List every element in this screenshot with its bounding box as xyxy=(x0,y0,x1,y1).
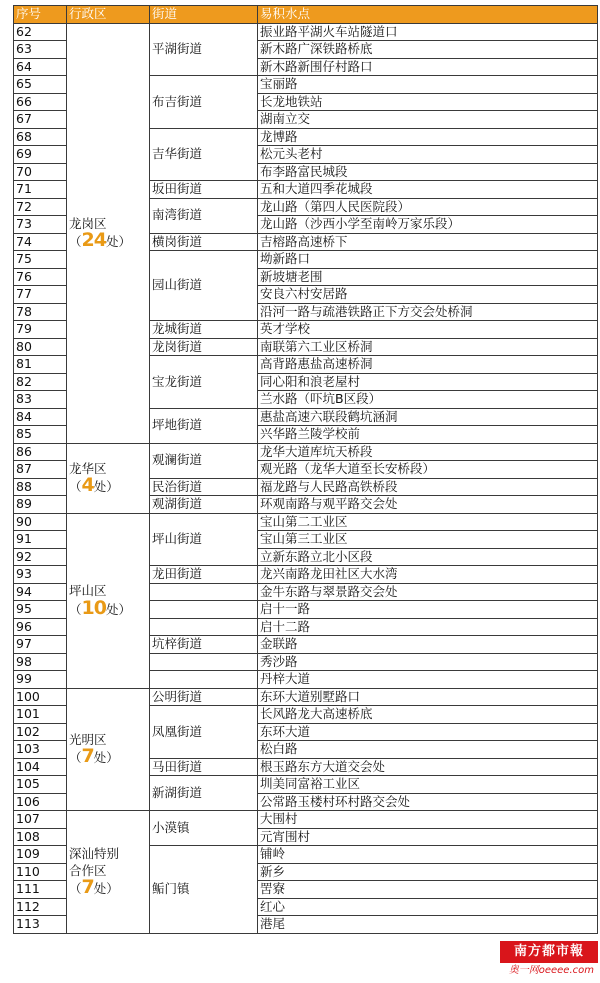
spot-cell: 振业路平湖火车站隧道口 xyxy=(258,23,598,41)
district-count-close: ） xyxy=(106,750,119,766)
row-number: 113 xyxy=(14,916,67,934)
street-cell xyxy=(150,653,258,671)
street-cell: 坪地街道 xyxy=(150,408,258,443)
spot-cell: 松元头老村 xyxy=(258,146,598,164)
street-cell xyxy=(150,671,258,689)
spot-cell: 坳新路口 xyxy=(258,251,598,269)
street-cell: 小漠镇 xyxy=(150,811,258,846)
spot-cell: 公常路玉楼村环村路交会处 xyxy=(258,793,598,811)
spot-cell: 宝山第三工业区 xyxy=(258,531,598,549)
row-number: 65 xyxy=(14,76,67,94)
district-count-open: （ xyxy=(69,881,82,896)
spot-cell: 兰水路（吓坑B区段） xyxy=(258,391,598,409)
street-cell: 坑梓街道 xyxy=(150,636,258,654)
district-count-unit: 处 xyxy=(93,881,107,896)
table-row xyxy=(14,443,598,461)
street-cell: 坪山街道 xyxy=(150,513,258,566)
spot-cell: 立新东路立北小区段 xyxy=(258,548,598,566)
district-count xyxy=(69,596,149,619)
spot-cell: 港尾 xyxy=(258,916,598,934)
street-cell: 龙田街道 xyxy=(150,566,258,584)
street-cell: 民治街道 xyxy=(150,478,258,496)
spot-cell: 湖南立交 xyxy=(258,111,598,129)
table-header xyxy=(14,6,598,24)
district-count-open: （ xyxy=(69,479,82,494)
row-number: 104 xyxy=(14,758,67,776)
street-cell: 南湾街道 xyxy=(150,198,258,233)
waterlogging-table xyxy=(13,5,598,934)
spot-cell: 圳美同富裕工业区 xyxy=(258,776,598,794)
district-count-count: 24 xyxy=(81,229,106,251)
row-number: 99 xyxy=(14,671,67,689)
street-cell xyxy=(150,618,258,636)
row-number: 78 xyxy=(14,303,67,321)
district-count xyxy=(69,229,149,251)
spot-cell: 高背路惠盐高速桥洞 xyxy=(258,356,598,374)
spot-cell: 布李路富民城段 xyxy=(258,163,598,181)
row-number: 89 xyxy=(14,496,67,514)
spot-cell: 罟寮 xyxy=(258,881,598,899)
row-number: 80 xyxy=(14,338,67,356)
row-number: 98 xyxy=(14,653,67,671)
spot-cell: 宝丽路 xyxy=(258,76,598,94)
row-number: 93 xyxy=(14,566,67,584)
row-number: 84 xyxy=(14,408,67,426)
district-cell xyxy=(67,811,150,934)
spot-cell: 龙兴南路龙田社区大水湾 xyxy=(258,566,598,584)
district-count-count: 7 xyxy=(81,876,94,898)
spot-cell: 英才学校 xyxy=(258,321,598,339)
row-number: 106 xyxy=(14,793,67,811)
row-number: 67 xyxy=(14,111,67,129)
spot-cell: 沿河一路与疏港铁路正下方交会处桥洞 xyxy=(258,303,598,321)
row-number: 74 xyxy=(14,233,67,251)
row-number: 100 xyxy=(14,688,67,706)
row-number: 95 xyxy=(14,601,67,619)
spot-cell: 宝山第二工业区 xyxy=(258,513,598,531)
district-count xyxy=(69,876,149,898)
district-cell xyxy=(67,688,150,811)
street-cell: 观湖街道 xyxy=(150,496,258,514)
district-cell xyxy=(67,23,150,443)
street-cell: 鲘门镇 xyxy=(150,846,258,934)
spot-cell: 新坡塘老围 xyxy=(258,268,598,286)
street-cell: 龙岗街道 xyxy=(150,338,258,356)
district-name: 坪山区 xyxy=(69,583,107,598)
row-number: 70 xyxy=(14,163,67,181)
district-count-unit: 处 xyxy=(105,234,119,249)
district-count xyxy=(69,474,149,496)
district-name: 龙华区 xyxy=(69,460,107,476)
spot-cell: 五和大道四季花城段 xyxy=(258,181,598,199)
district-count-count: 10 xyxy=(81,596,106,619)
row-number: 62 xyxy=(14,23,67,41)
district-count-close: ） xyxy=(118,601,131,617)
spot-cell: 兴华路兰陵学校前 xyxy=(258,426,598,444)
newspaper-watermark xyxy=(500,941,598,981)
spot-cell: 安良六村安居路 xyxy=(258,286,598,304)
district-count-unit: 处 xyxy=(93,479,107,494)
spot-cell: 龙山路（第四人民医院段） xyxy=(258,198,598,216)
row-number: 75 xyxy=(14,251,67,269)
spot-cell: 吉榕路高速桥下 xyxy=(258,233,598,251)
street-cell: 吉华街道 xyxy=(150,128,258,181)
row-number: 79 xyxy=(14,321,67,339)
table-row xyxy=(14,688,598,706)
row-number: 94 xyxy=(14,583,67,601)
spot-cell: 龙山路（沙西小学至南岭万家乐段） xyxy=(258,216,598,234)
row-number: 92 xyxy=(14,548,67,566)
street-cell xyxy=(150,583,258,601)
header-spot: 易积水点 xyxy=(258,6,598,24)
header-street: 街道 xyxy=(150,6,258,24)
row-number: 102 xyxy=(14,723,67,741)
row-number: 101 xyxy=(14,706,67,724)
spot-cell: 龙博路 xyxy=(258,128,598,146)
row-number: 68 xyxy=(14,128,67,146)
row-number: 108 xyxy=(14,828,67,846)
street-cell: 公明街道 xyxy=(150,688,258,706)
district-count-close: ） xyxy=(106,479,119,494)
row-number: 112 xyxy=(14,898,67,916)
row-number: 81 xyxy=(14,356,67,374)
row-number: 82 xyxy=(14,373,67,391)
row-number: 71 xyxy=(14,181,67,199)
district-name: 光明区 xyxy=(69,731,107,747)
spot-cell: 金牛东路与翠景路交会处 xyxy=(258,583,598,601)
spot-cell: 长龙地铁站 xyxy=(258,93,598,111)
row-number: 103 xyxy=(14,741,67,759)
district-count-close: ） xyxy=(118,234,131,249)
district-count-close: ） xyxy=(106,881,119,896)
row-number: 77 xyxy=(14,286,67,304)
row-number: 88 xyxy=(14,478,67,496)
district-count-unit: 处 xyxy=(93,750,107,766)
row-number: 107 xyxy=(14,811,67,829)
district-count-open: （ xyxy=(69,750,82,766)
spot-cell: 同心阳和浪老屋村 xyxy=(258,373,598,391)
table-row xyxy=(14,513,598,531)
spot-cell: 丹梓大道 xyxy=(258,671,598,689)
row-number: 87 xyxy=(14,461,67,479)
row-number: 91 xyxy=(14,531,67,549)
spot-cell: 启十一路 xyxy=(258,601,598,619)
spot-cell: 新木路广深铁路桥底 xyxy=(258,41,598,59)
row-number: 111 xyxy=(14,881,67,899)
spot-cell: 观光路（龙华大道至长安桥段） xyxy=(258,461,598,479)
header-no: 序号 xyxy=(14,6,67,24)
spot-cell: 铺岭 xyxy=(258,846,598,864)
district-count-open: （ xyxy=(69,601,82,617)
spot-cell: 金联路 xyxy=(258,636,598,654)
row-number: 83 xyxy=(14,391,67,409)
row-number: 110 xyxy=(14,863,67,881)
district-count-unit: 处 xyxy=(105,601,119,617)
street-cell xyxy=(150,601,258,619)
spot-cell: 东环大道 xyxy=(258,723,598,741)
district-count xyxy=(69,745,149,768)
row-number: 86 xyxy=(14,443,67,461)
row-number: 64 xyxy=(14,58,67,76)
street-cell: 马田街道 xyxy=(150,758,258,776)
district-count-count: 7 xyxy=(81,745,94,768)
street-cell: 龙城街道 xyxy=(150,321,258,339)
header-district: 行政区 xyxy=(67,6,150,24)
row-number: 72 xyxy=(14,198,67,216)
watermark-title: 南方都市報 xyxy=(500,941,598,963)
row-number: 109 xyxy=(14,846,67,864)
spot-cell: 红心 xyxy=(258,898,598,916)
row-number: 105 xyxy=(14,776,67,794)
district-name-line2: 合作区 xyxy=(69,862,107,878)
row-number: 96 xyxy=(14,618,67,636)
spot-cell: 东环大道别墅路口 xyxy=(258,688,598,706)
street-cell: 观澜街道 xyxy=(150,443,258,478)
row-number: 90 xyxy=(14,513,67,531)
spot-cell: 福龙路与人民路高铁桥段 xyxy=(258,478,598,496)
spot-cell: 秀沙路 xyxy=(258,653,598,671)
table-row xyxy=(14,23,598,41)
street-cell: 凤凰街道 xyxy=(150,706,258,759)
spot-cell: 新乡 xyxy=(258,863,598,881)
spot-cell: 新木路新围仔村路口 xyxy=(258,58,598,76)
row-number: 63 xyxy=(14,41,67,59)
row-number: 85 xyxy=(14,426,67,444)
row-number: 69 xyxy=(14,146,67,164)
table-row xyxy=(14,811,598,829)
row-number: 66 xyxy=(14,93,67,111)
spot-cell: 长风路龙大高速桥底 xyxy=(258,706,598,724)
row-number: 97 xyxy=(14,636,67,654)
street-cell: 布吉街道 xyxy=(150,76,258,129)
street-cell: 坂田街道 xyxy=(150,181,258,199)
street-cell: 横岗街道 xyxy=(150,233,258,251)
spot-cell: 南联第六工业区桥洞 xyxy=(258,338,598,356)
row-number: 76 xyxy=(14,268,67,286)
spot-cell: 惠盐高速六联段鹤坑涵洞 xyxy=(258,408,598,426)
street-cell: 平湖街道 xyxy=(150,23,258,76)
spot-cell: 松白路 xyxy=(258,741,598,759)
district-name: 龙岗区 xyxy=(69,215,107,231)
spot-cell: 龙华大道库坑天桥段 xyxy=(258,443,598,461)
street-cell: 园山街道 xyxy=(150,251,258,321)
district-count-count: 4 xyxy=(81,474,94,496)
spot-cell: 根玉路东方大道交会处 xyxy=(258,758,598,776)
district-cell xyxy=(67,443,150,513)
row-number: 73 xyxy=(14,216,67,234)
street-cell: 宝龙街道 xyxy=(150,356,258,409)
spot-cell: 大围村 xyxy=(258,811,598,829)
district-name-line1: 深汕特别 xyxy=(69,846,120,861)
district-count-open: （ xyxy=(69,234,82,249)
district-cell xyxy=(67,513,150,688)
street-cell: 新湖街道 xyxy=(150,776,258,811)
watermark-subtitle: 奥一网oeeee.com xyxy=(508,965,594,976)
spot-cell: 环观南路与观平路交会处 xyxy=(258,496,598,514)
spot-cell: 元宵围村 xyxy=(258,828,598,846)
spot-cell: 启十二路 xyxy=(258,618,598,636)
